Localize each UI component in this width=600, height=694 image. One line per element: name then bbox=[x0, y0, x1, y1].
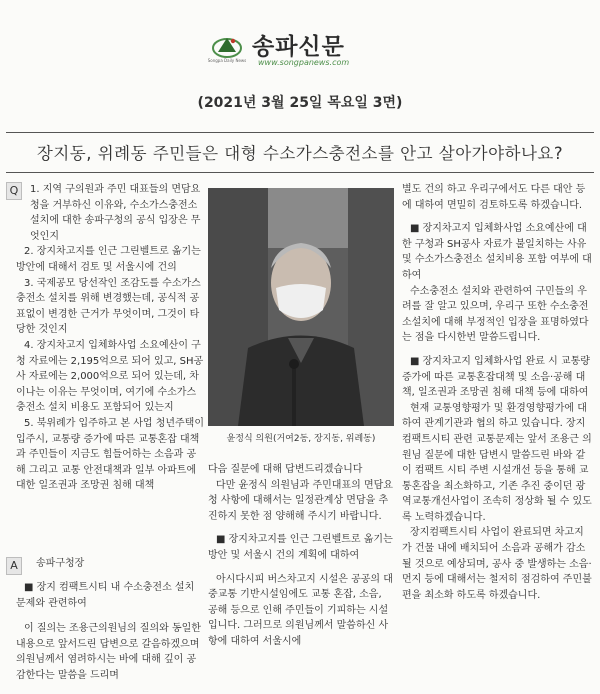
answer-column-1 bbox=[16, 570, 204, 694]
dateline: (2021년 3월 25일 목요일 3면) bbox=[197, 95, 403, 111]
answer-column-2 bbox=[208, 462, 394, 650]
answer-paragraph: 다음 질문에 대해 답변드리겠습니다 bbox=[208, 464, 363, 475]
person-portrait-icon bbox=[208, 188, 394, 426]
answer-paragraph: 이 질의는 조용근의원님의 질의와 동일한 내용으로 앞서드린 답변으로 갈음하겠으며 의원님께서 염려하시는 바에 대해 깊이 공감한다는 말씀을 드리며 bbox=[16, 623, 201, 681]
newspaper-logo-icon bbox=[212, 32, 242, 58]
website-url: www.songpanews.com bbox=[258, 58, 350, 67]
question-item: 2. 장지차고지를 인근 그린벨트로 옮기는 방안에 대해서 검토 및 서울시에 건의 bbox=[16, 246, 201, 273]
answer-paragraph: 별도 건의 하고 우리구에서도 다른 대안 등에 대하여 면밀히 검토하도록 하겠습니다. bbox=[402, 184, 586, 211]
answer-subheading: ■ 장지차고지 입체화사업 완료 시 교통량 증가에 따른 교통혼잡대책 및 소음·공해 대책, 일조권과 조망권 침해 대책 등에 대하여 bbox=[402, 355, 590, 399]
answer-label: A bbox=[6, 557, 22, 575]
masthead bbox=[0, 0, 600, 78]
answer-paragraph: 수소충전소 설치와 관련하여 구민들의 우려를 잘 알고 있으며, 우리구 또한 수소충전소설치에 대해 부정적인 입장을 표명하였다는 점을 다시한번 말씀드립니다. bbox=[402, 285, 589, 344]
question-item: 1. 지역 구의원과 주민 대표들의 면담요청을 거부하신 이유와, 수소가스충전소 설치에 대한 송파구청의 공식 입장은 무엇인지 bbox=[30, 184, 201, 242]
answer-column-3 bbox=[402, 182, 592, 603]
question-item: 5. 북위례가 입주하고 본 사업 청년주택이 입주시, 교통량 증가에 따른 교통혼잡 대책과 주민들이 지금도 힘들어하는 소음과 공해 그리고 교통 안전대책과 일부 아파트에 대한 일조권과 조망권 침해 대책 bbox=[16, 417, 204, 492]
question-item: 3. 국제공모 당선작인 조감도를 수소가스충전소 설치를 위해 변경했는데, 공식적 공표없이 변경한 근거가 무엇이며, 그것이 타당한 것인지 bbox=[16, 277, 201, 336]
photo-caption: 윤정식 의원(거여2동, 장지동, 위례동) bbox=[226, 434, 376, 444]
answer-paragraph: 장지컴팩트시티 사업이 완료되면 차고지가 건물 내에 배치되어 소음과 공해가 감소될 것으로 예상되며, 공사 중 발생하는 소음·먼지 등에 대해서는 철저히 점검하여 주민불편을 최소화 하도록 하겠습니다. bbox=[402, 527, 592, 601]
answer-subheading: ■ 장지차고지 입체화사업 소요예산에 대한 구청과 SH공사 자료가 불일치하는 사유 및 수소가스충전소 설치비용 포함 여부에 대하여 bbox=[402, 223, 592, 281]
answer-respondent: 송파구청장 bbox=[36, 558, 85, 569]
logo-caption: Songpa Daily News bbox=[207, 58, 247, 63]
answer-paragraph: ■ 장지 컴팩트시티 내 수소충전소 설치 문제와 관련하여 bbox=[16, 582, 195, 609]
answer-paragraph: 다만 윤정식 의원님과 주민대표의 면담요청 사항에 대해서는 일정관계상 면담을 추진하지 못한 점 양해해 주시기 바랍니다. bbox=[208, 479, 393, 522]
newspaper-name: 송파신문 bbox=[252, 34, 345, 60]
question-label: Q bbox=[6, 182, 22, 200]
headline: 장지동, 위례동 주민들은 대형 수소가스충전소를 안고 살아가야하나요? bbox=[36, 144, 564, 163]
question-column bbox=[16, 182, 204, 494]
question-item: 4. 장지차고지 입체화사업 소요예산이 구청 자료에는 2,195억으로 되어 있고, SH공사 자료에는 2,000억으로 되어 있는데, 차이나는 이유는 무엇이며, 여기에 수소가스충전소 설치 비용도 포함되어 있는지 bbox=[16, 339, 204, 414]
answer-subheading: ■ 장지차고지를 인근 그린벨트로 옮기는 방안 및 서울시 건의 계획에 대하여 bbox=[208, 534, 393, 561]
divider bbox=[6, 172, 594, 173]
divider bbox=[6, 132, 594, 133]
answer-paragraph: 아시다시피 버스차고지 시설은 공공의 대중교통 기반시설임에도 교통 혼잡, 소음, 공해 등으로 인해 주민들이 기피하는 시설입니다. 그러므로 의원님께서 말씀하신 사항에 대하여 서울시에 bbox=[208, 573, 393, 647]
answer-paragraph: 현재 교통영향평가 및 환경영향평가에 대하여 관계기관과 협의 하고 있습니다. 장지컴팩트시티 관련 교통문제는 앞서 조용근 의원님 질문에 대한 답변시 말씀드린 바와 같이 컴팩트 시티 주변 시설개선 등을 통해 교통혼잡을 최소화하고, 기존 추진 중이던 광역교통개선사업이 조속히 정상화 될 수 있도록 노력하겠습니다. bbox=[402, 402, 592, 523]
councillor-photo bbox=[208, 188, 394, 426]
